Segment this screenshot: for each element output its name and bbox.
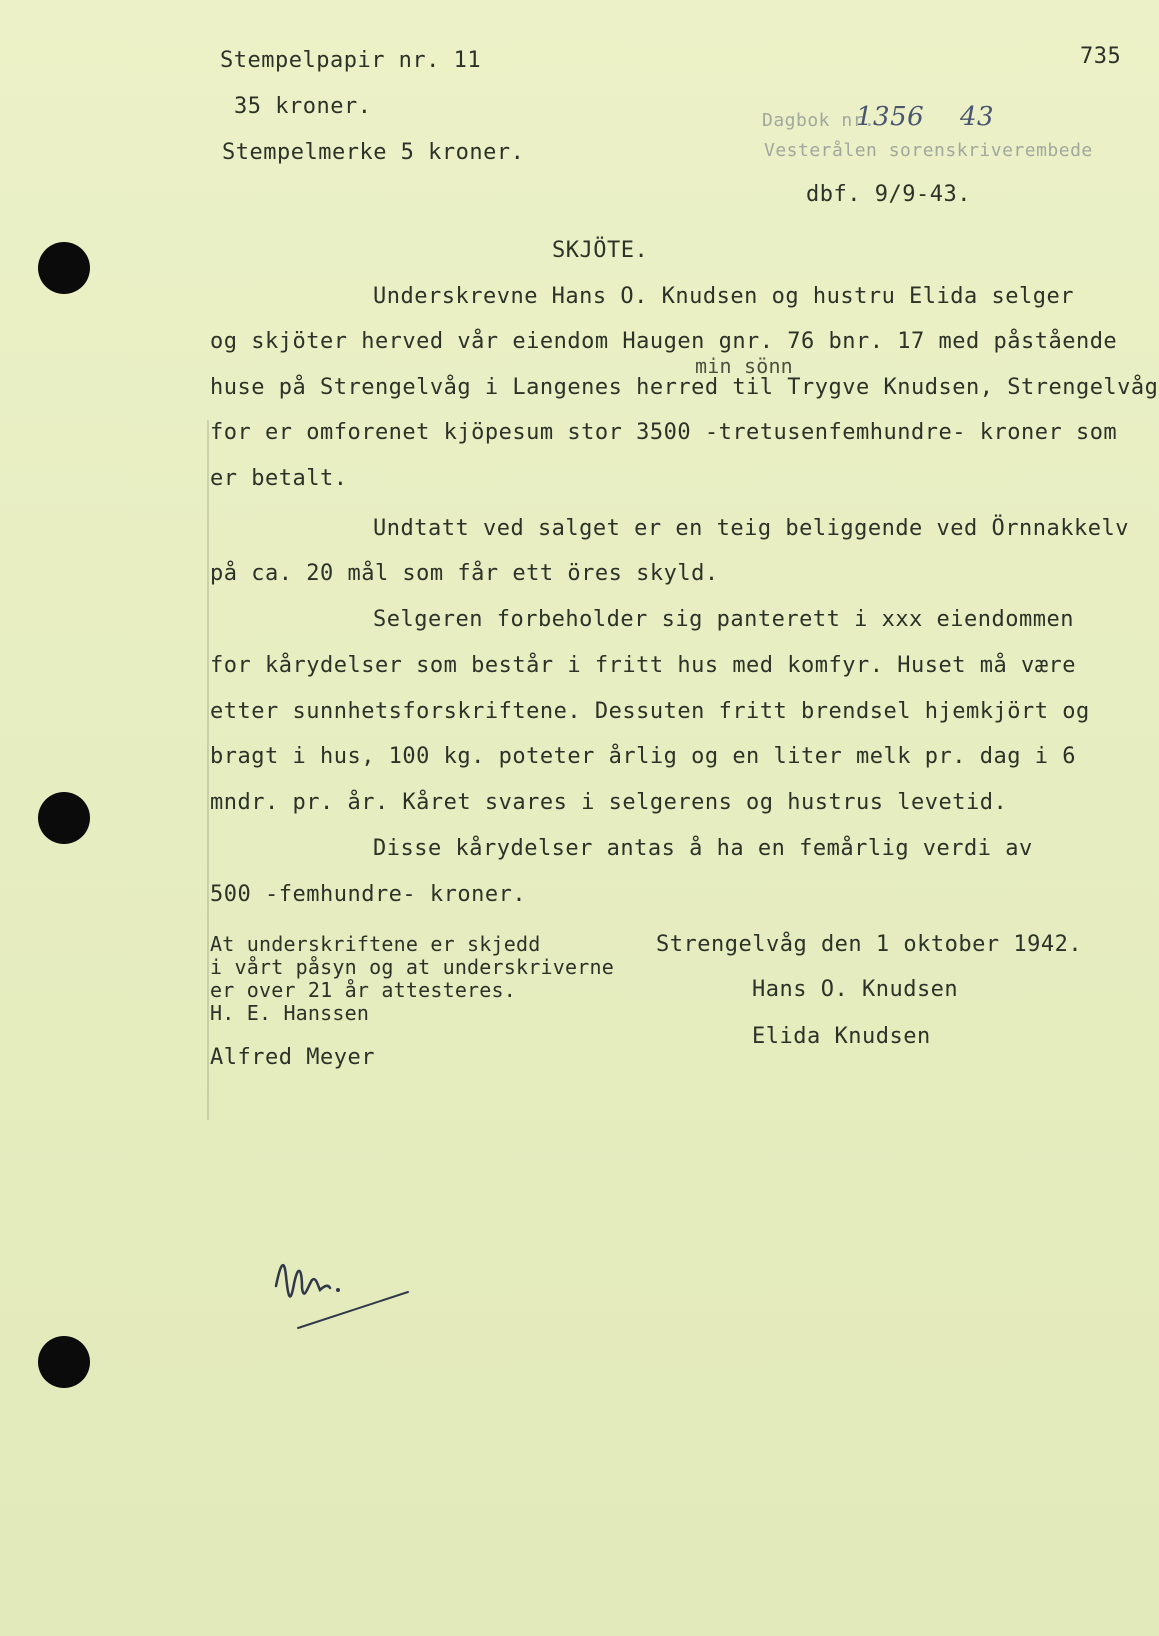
handwritten-insertion: min sönn — [695, 354, 793, 378]
witness-name: Alfred Meyer — [210, 1045, 375, 1070]
stamp-paper-amount: 35 kroner. — [234, 94, 372, 119]
body-line: mndr. pr. år. Kåret svares i selgerens og hustrus levetid. — [210, 790, 1008, 815]
signatory-name: Hans O. Knudsen — [752, 977, 959, 1002]
body-line: for er omforenet kjöpesum stor 3500 -tretusenfemhundre- kroner som — [210, 420, 1118, 445]
body-line: Underskrevne Hans O. Knudsen og hustru Elida selger — [373, 284, 1075, 309]
margin-line — [207, 420, 209, 1120]
body-line: etter sunnhetsforskriftene. Dessuten fritt brendsel hjemkjört og — [210, 699, 1090, 724]
document-title: SKJÖTE. — [552, 238, 649, 263]
body-line: huse på Strengelvåg i Langenes herred til Trygve Knudsen, Strengelvåg — [210, 375, 1159, 400]
body-line: Selgeren forbeholder sig panterett i xxx eiendommen — [373, 607, 1075, 632]
stamp-paper-number: Stempelpapir nr. 11 — [220, 48, 482, 73]
place-date: Strengelvåg den 1 oktober 1942. — [656, 932, 1083, 957]
dagbok-number: 1356 — [856, 102, 925, 132]
body-line: bragt i hus, 100 kg. poteter årlig og en liter melk pr. dag i 6 — [210, 744, 1076, 769]
body-line: er betalt. — [210, 466, 348, 491]
handwritten-initials — [268, 1246, 418, 1336]
body-line: Disse kårydelser antas å ha en femårlig verdi av — [373, 836, 1033, 861]
court-office: Vesterålen sorenskriverembede — [764, 140, 1093, 161]
dagbok-label: Dagbok nr. — [762, 110, 876, 131]
stamp-mark: Stempelmerke 5 kroner. — [222, 140, 525, 165]
body-line: Undtatt ved salget er en teig beliggende ved Örnnakkelv — [373, 516, 1129, 541]
punch-hole — [38, 1336, 90, 1388]
dbf-date: dbf. 9/9-43. — [806, 182, 971, 207]
attest-line: At underskriftene er skjedd — [210, 932, 541, 956]
punch-hole — [38, 792, 90, 844]
dagbok-year: 43 — [960, 102, 995, 132]
punch-hole — [38, 242, 90, 294]
body-line: for kårydelser som består i fritt hus med komfyr. Huset må være — [210, 653, 1076, 678]
body-line: på ca. 20 mål som får ett öres skyld. — [210, 561, 719, 586]
attest-line: i vårt påsyn og at underskriverne — [210, 955, 614, 979]
page-number: 735 — [1080, 44, 1122, 69]
witness-name: H. E. Hanssen — [210, 1001, 370, 1025]
signatory-name: Elida Knudsen — [752, 1024, 931, 1049]
body-line: 500 -femhundre- kroner. — [210, 882, 527, 907]
body-line: og skjöter herved vår eiendom Haugen gnr. 76 bnr. 17 med påstående — [210, 329, 1118, 354]
attest-line: er over 21 år attesteres. — [210, 978, 517, 1002]
